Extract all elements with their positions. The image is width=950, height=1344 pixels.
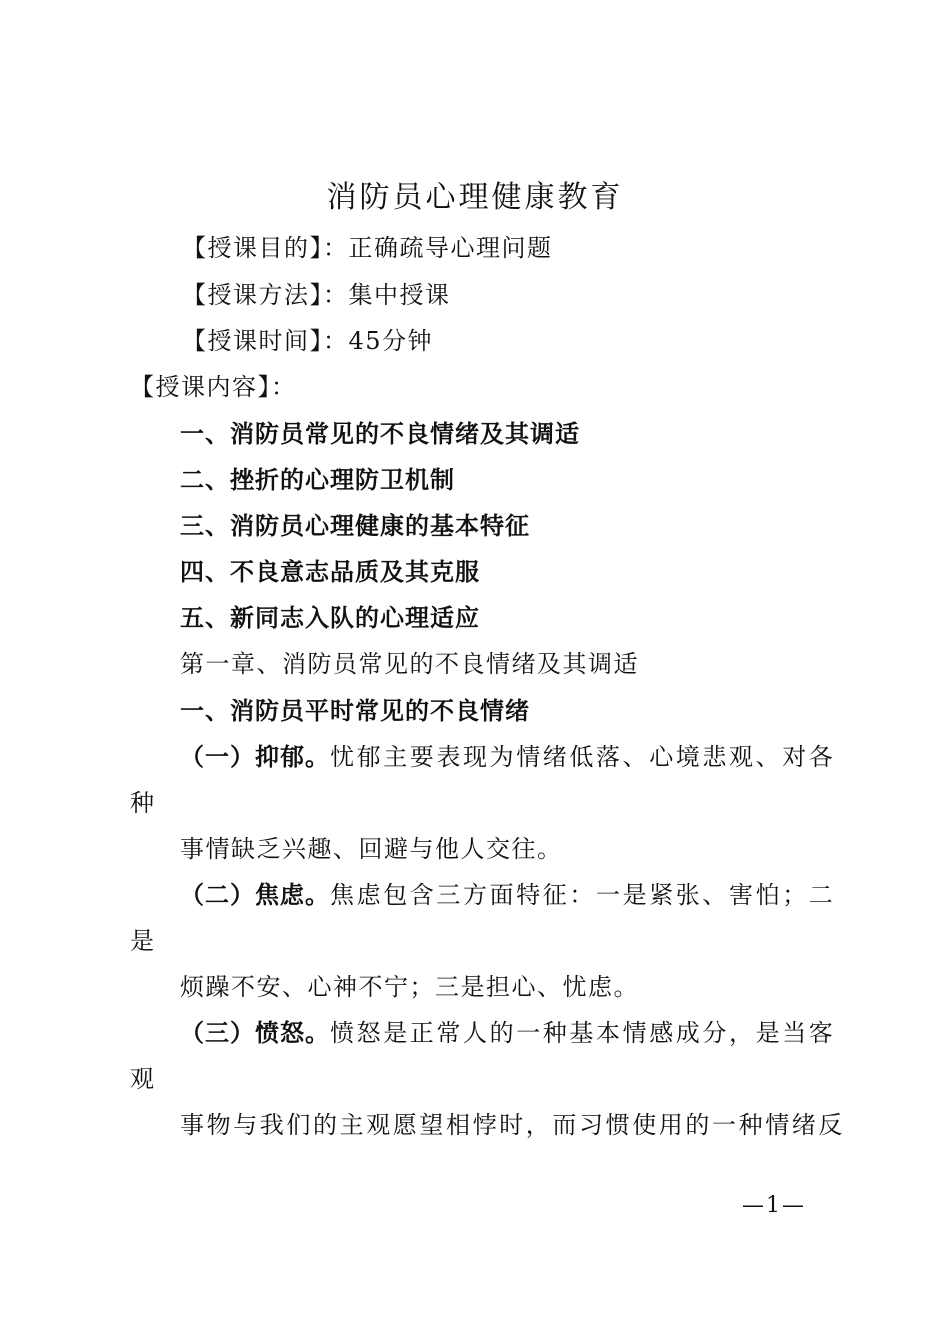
paragraph-line (180, 880, 835, 910)
lesson-time: 【授课时间】：45分钟 (182, 327, 434, 355)
outline-item: 三、消防员心理健康的基本特征 (180, 512, 530, 540)
lesson-method: 【授课方法】：集中授课 (182, 281, 451, 309)
outline-item: 二、挫折的心理防卫机制 (180, 466, 455, 494)
paragraph-text: 忧郁主要表现为情绪低落、心境悲观、对各 (330, 743, 836, 771)
paragraph-label: （一）抑郁。 (180, 743, 330, 771)
paragraph-line: 是 (130, 927, 156, 955)
page-number: —1— (742, 1193, 806, 1218)
paragraph-text: 焦虑包含三方面特征：一是紧张、害怕；二 (330, 881, 836, 909)
paragraph-label: （三）愤怒。 (180, 1019, 330, 1047)
paragraph-label: （二）焦虑。 (180, 881, 330, 909)
paragraph-line: 烦躁不安、心神不宁；三是担心、忧虑。 (180, 973, 639, 1001)
chapter-title: 第一章、消防员常见的不良情绪及其调适 (180, 650, 639, 678)
paragraph-line: 观 (130, 1065, 156, 1093)
lesson-content-heading: 【授课内容】： (130, 373, 297, 401)
paragraph-line: 种 (130, 789, 156, 817)
document-title: 消防员心理健康教育 (326, 180, 624, 215)
paragraph-line (180, 742, 835, 772)
outline-item: 一、消防员常见的不良情绪及其调适 (180, 420, 580, 448)
paragraph-line: 事情缺乏兴趣、回避与他人交往。 (180, 835, 563, 863)
paragraph-text: 愤怒是正常人的一种基本情感成分，是当客 (330, 1019, 836, 1047)
paragraph-line (180, 1018, 835, 1048)
paragraph-line: 事物与我们的主观愿望相悖时，而习惯使用的一种情绪反 (180, 1111, 845, 1139)
outline-item: 四、不良意志品质及其克服 (180, 558, 480, 586)
section-title: 一、消防员平时常见的不良情绪 (180, 697, 530, 725)
lesson-purpose: 【授课目的】：正确疏导心理问题 (182, 234, 553, 262)
outline-item: 五、新同志入队的心理适应 (180, 604, 480, 632)
